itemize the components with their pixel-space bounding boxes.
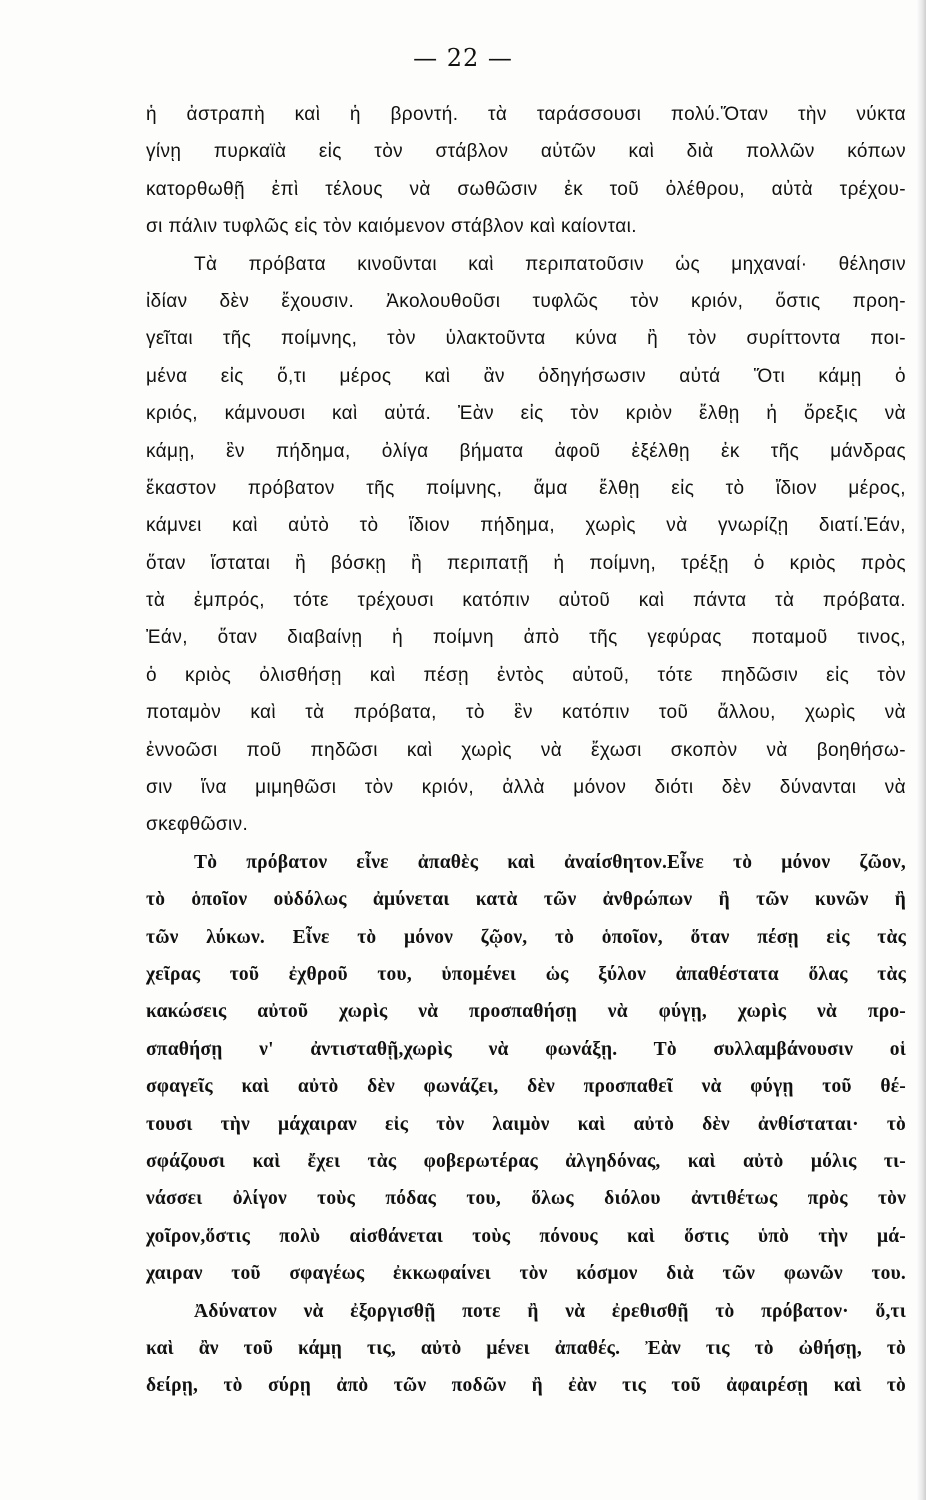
text-line: κριός, κάμνουσι καὶ αὐτά. Ἐὰν εἰς τὸν κριὸν ἔλθῃ ἡ ὄρεξις νὰ: [146, 403, 906, 425]
text-line: κάμῃ, ἓν πήδημα, ὀλίγα βήματα ἀφοῦ ἐξέλθῃ ἐκ τῆς μάνδρας: [146, 440, 906, 462]
text-line: ποταμὸν καὶ τὰ πρόβατα, τὸ ἓν κατόπιν τοῦ ἄλλου, χωρὶς νὰ: [146, 702, 906, 724]
paragraph-start-line: Τὰ πρόβατα κινοῦνται καὶ περιπατοῦσιν ὡς μηχαναί· θέλησιν: [194, 253, 906, 275]
text-line: τῶν λύκων. Εἶνε τὸ μόνον ζῷον, τὸ ὁποῖον, ὅταν πέσῃ εἰς τὰς: [146, 926, 906, 948]
text-line: χαιραν τοῦ σφαγέως ἐκκωφαίνει τὸν κόσμον διὰ τῶν φωνῶν του.: [146, 1263, 906, 1285]
text-line: κατορθωθῇ ἐπὶ τέλους νὰ σωθῶσιν ἐκ τοῦ ὀλέθρου, αὐτὰ τρέχου-: [146, 178, 906, 200]
paragraph-start-line: Τὸ πρόβατον εἶνε ἀπαθὲς καὶ ἀναίσθητον.Εἶνε τὸ μόνον ζῶον,: [194, 851, 906, 873]
text-line: ἐννοῶσι ποῦ πηδῶσι καὶ χωρὶς νὰ ἔχωσι σκοπὸν νὰ βοηθήσω-: [146, 739, 906, 761]
text-line: ὁ κριὸς ὀλισθήσῃ καὶ πέσῃ ἐντὸς αὐτοῦ, τότε πηδῶσιν εἰς τὸν: [146, 664, 906, 686]
text-line: δείρῃ, τὸ σύρῃ ἀπὸ τῶν ποδῶν ἢ ἐὰν τις τοῦ ἀφαιρέσῃ καὶ τὸ: [146, 1375, 906, 1397]
paragraph-start-line: Ἀδύνατον νὰ ἐξοργισθῇ ποτε ἢ νὰ ἐρεθισθῇ τὸ πρόβατον· ὅ,τι: [194, 1300, 906, 1322]
text-line: ὅταν ἵσταται ἢ βόσκῃ ἢ περιπατῇ ἡ ποίμνη, τρέξῃ ὁ κριὸς πρὸς: [146, 552, 906, 574]
text-line: Ἐάν, ὅταν διαβαίνῃ ἡ ποίμνη ἀπὸ τῆς γεφύρας ποταμοῦ τινος,: [146, 627, 906, 649]
text-line: νάσσει ὀλίγον τοὺς πόδας του, ὅλως διόλου ἀντιθέτως πρὸς τὸν: [146, 1188, 906, 1210]
text-line: ἕκαστον πρόβατον τῆς ποίμνης, ἅμα ἔλθῃ εἰς τὸ ἴδιον μέρος,: [146, 477, 906, 499]
text-line: κακώσεις αὐτοῦ χωρὶς νὰ προσπαθήσῃ νὰ φύγῃ, χωρὶς νὰ προ-: [146, 1001, 906, 1023]
text-line: μένα εἰς ὅ,τι μέρος καὶ ἂν ὁδηγήσωσιν αὐτά Ὅτι κάμῃ ὁ: [146, 365, 906, 387]
text-line: χοῖρον,ὅστις πολὺ αἰσθάνεται τοὺς πόνους καὶ ὅστις ὑπὸ τὴν μά-: [146, 1225, 906, 1247]
text-line: γεῖται τῆς ποίμνης, τὸν ὑλακτοῦντα κύνα ἢ τὸν συρίττοντα ποι-: [146, 328, 906, 350]
text-line: τὸ ὁποῖον οὐδόλως ἀμύνεται κατὰ τῶν ἀνθρώπων ἢ τῶν κυνῶν ἢ: [146, 889, 906, 911]
text-line: σκεφθῶσιν.: [146, 814, 249, 836]
body-text: [146, 96, 906, 1405]
text-line: κάμνει καὶ αὐτὸ τὸ ἴδιον πήδημα, χωρὶς νὰ γνωρίζῃ διατί.Ἐάν,: [146, 515, 906, 537]
text-line: σπαθήσῃ ν' ἀντισταθῇ,χωρὶς νὰ φωνάξῃ. Τὸ συλλαμβάνουσιν οἱ: [146, 1038, 906, 1060]
text-line: τουσι τὴν μάχαιραν εἰς τὸν λαιμὸν καὶ αὐτὸ δὲν ἀνθίσταται· τὸ: [146, 1113, 906, 1135]
text-line: σφαγεῖς καὶ αὐτὸ δὲν φωνάζει, δὲν προσπαθεῖ νὰ φύγῃ τοῦ θέ-: [146, 1076, 906, 1098]
text-line: καὶ ἂν τοῦ κάμῃ τις, αὐτὸ μένει ἀπαθές. Ἐὰν τις τὸ ὠθήσῃ, τὸ: [146, 1337, 906, 1359]
text-line: σφάζουσι καὶ ἔχει τὰς φοβερωτέρας ἀλγηδόνας, καὶ αὐτὸ μόλις τι-: [146, 1150, 906, 1172]
text-line: ἡ ἀστραπὴ καὶ ἡ βροντή. τὰ ταράσσουσι πολύ.Ὅταν τὴν νύκτα: [146, 104, 906, 125]
page-edge-shadow: [916, 0, 926, 1500]
text-line: σιν ἵνα μιμηθῶσι τὸν κριόν, ἀλλὰ μόνον διότι δὲν δύνανται νὰ: [146, 777, 906, 799]
text-line: ἰδίαν δὲν ἔχουσιν. Ἀκολουθοῦσι τυφλῶς τὸν κριόν, ὅστις προη-: [146, 290, 906, 312]
text-line: χεῖρας τοῦ ἐχθροῦ του, ὑπομένει ὡς ξύλον ἀπαθέστατα ὅλας τὰς: [146, 963, 906, 985]
text-line: γίνῃ πυρκαϊὰ εἰς τὸν στάβλον αὐτῶν καὶ διὰ πολλῶν κόπων: [146, 141, 906, 163]
text-line: τὰ ἐμπρός, τότε τρέχουσι κατόπιν αὐτοῦ καὶ πάντα τὰ πρόβατα.: [146, 590, 906, 612]
page-number: — 22 —: [413, 44, 513, 72]
text-line: σι πάλιν τυφλῶς εἰς τὸν καιόμενον στάβλον καὶ καίονται.: [146, 216, 637, 238]
